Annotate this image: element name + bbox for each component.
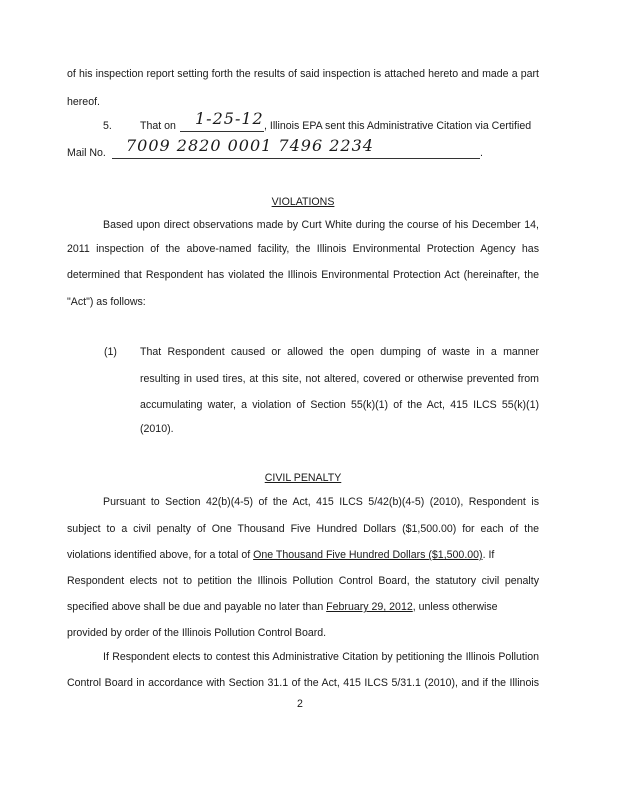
text-line: accumulating water, a violation of Section 55(k)(1) of the Act, 415 ILCS 55(k)(1) [140,399,539,411]
text-segment: violations identified above, for a total of [67,549,254,561]
text-line: (2010). [140,423,174,435]
section-heading: VIOLATIONS [271,196,335,208]
handwritten-date: 1-25-12 [195,109,264,128]
text-line: That Respondent caused or allowed the open dumping of waste in a manner [140,346,539,358]
text-line [67,548,539,562]
text-line: "Act") as follows: [67,296,146,308]
text-line: Mail No. [67,147,106,159]
underlined-date: February 29, 2012 [326,601,413,613]
text-line: provided by order of the Illinois Pollution Control Board. [67,627,327,639]
text-segment: , unless otherwise [412,601,498,613]
item-number: 5. [103,120,112,132]
text-segment: . If [482,549,495,561]
text-line: Based upon direct observations made by Curt White during the course of his December 14, [103,219,539,231]
fill-in-line [180,131,264,132]
text-segment: specified above shall be due and payable no later than [67,601,327,613]
text-line: hereof. [67,96,100,108]
text-line: Respondent elects not to petition the Illinois Pollution Control Board, the statutory civil penalty [67,575,539,587]
text-line: Pursuant to Section 42(b)(4-5) of the Act, 415 ILCS 5/42(b)(4-5) (2010), Respondent is [103,496,539,508]
item-number: (1) [104,346,117,358]
text-line: 2011 inspection of the above-named facility, the Illinois Environmental Protection Agency has [67,243,539,255]
text-line: of his inspection report setting forth the results of said inspection is attached hereto and made a part [67,68,539,80]
text-line: resulting in used tires, at this site, not altered, covered or otherwise prevented from [140,373,539,385]
text-line [67,600,539,614]
text-line: determined that Respondent has violated the Illinois Environmental Protection Act (hereinafter, the [67,269,539,281]
handwritten-mail-number: 7009 2820 0001 7496 2234 [126,136,374,155]
text-line: , Illinois EPA sent this Administrative Citation via Certified [264,120,532,132]
page-number: 2 [297,698,303,710]
text-line: If Respondent elects to contest this Administrative Citation by petitioning the Illinois Pollution [103,651,539,663]
text-line: That on [140,120,176,132]
fill-in-line [112,158,480,159]
text-line: Control Board in accordance with Section 31.1 of the Act, 415 ILCS 5/31.1 (2010), and if the Illinois [67,677,539,689]
text-line: . [480,147,483,159]
underlined-amount: One Thousand Five Hundred Dollars ($1,500.00) [253,549,483,561]
text-line: subject to a civil penalty of One Thousand Five Hundred Dollars ($1,500.00) for each of the [67,523,539,535]
section-heading: CIVIL PENALTY [264,472,342,484]
